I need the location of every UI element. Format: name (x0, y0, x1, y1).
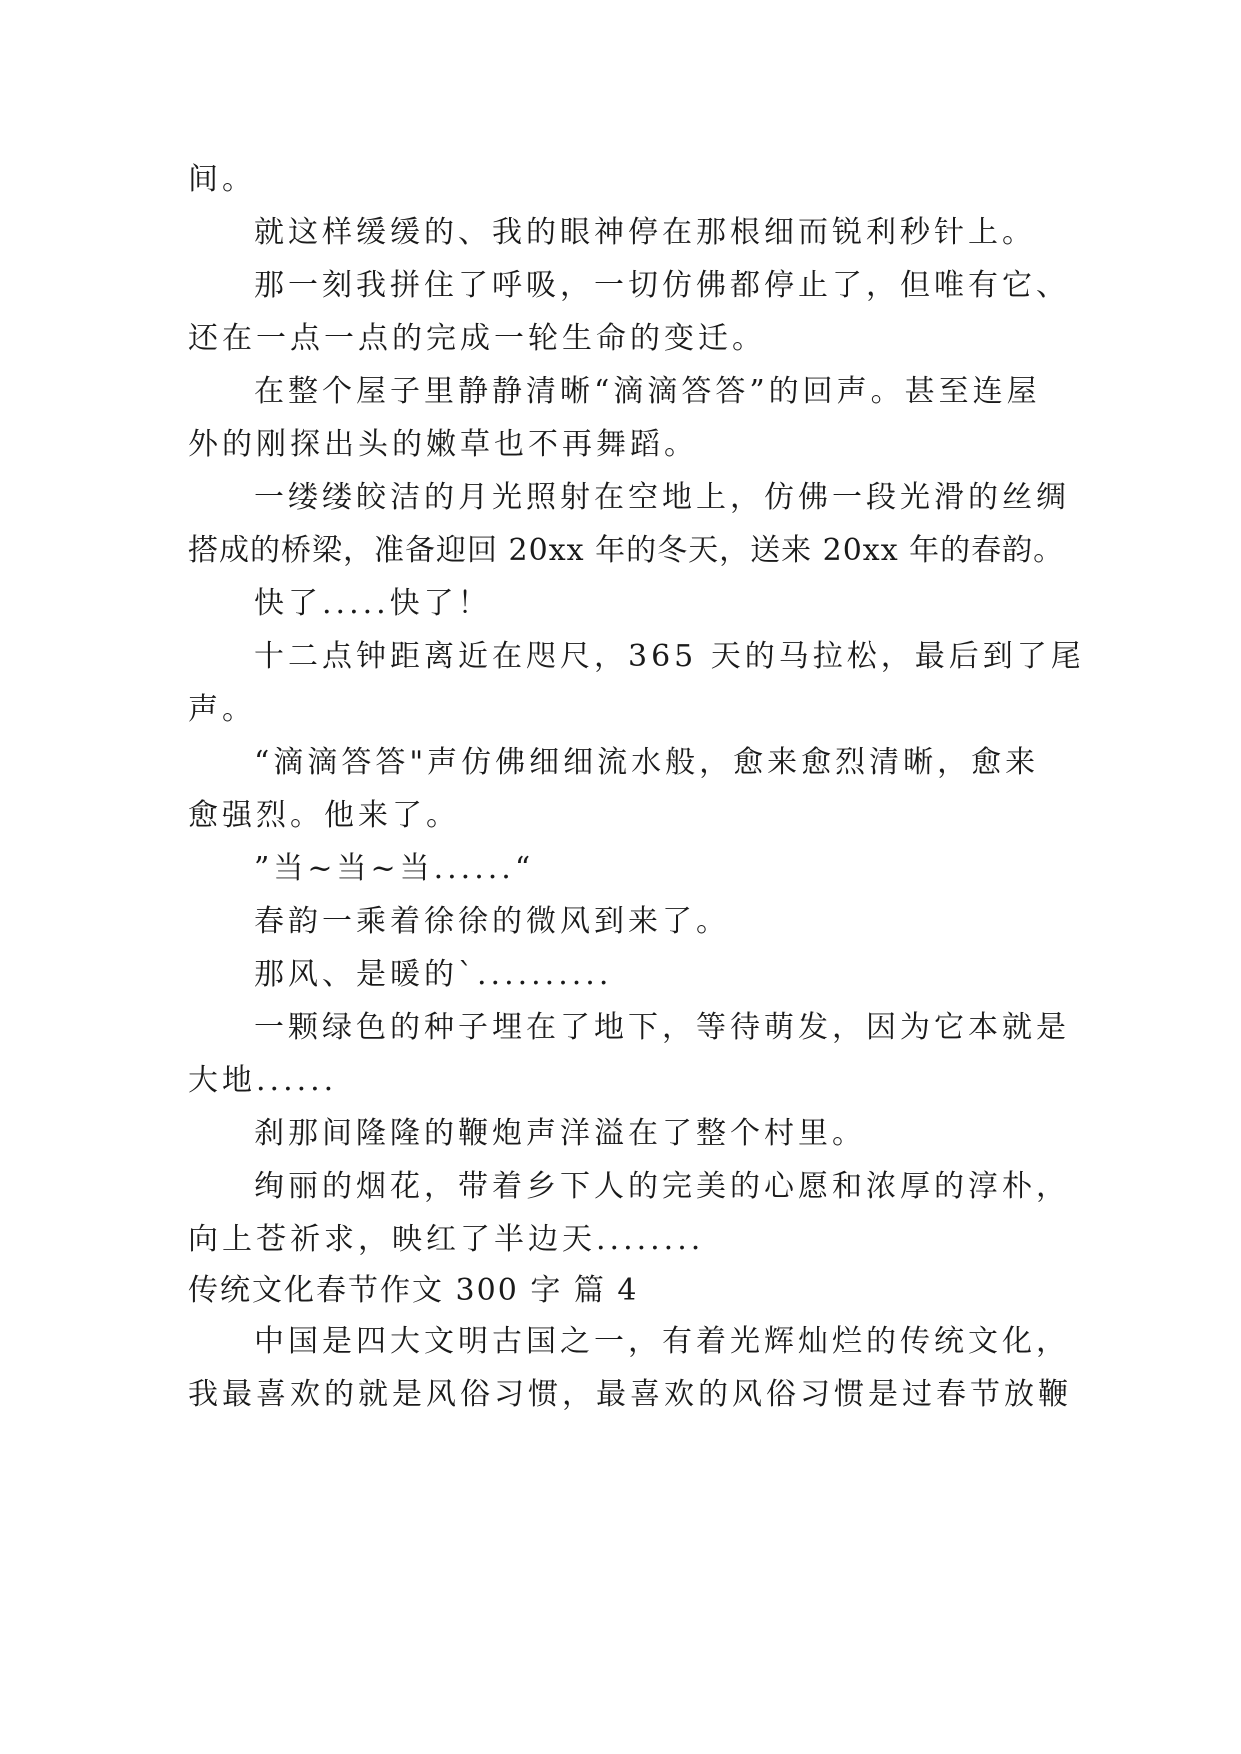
paragraph-line: 大地...... (188, 1063, 338, 1098)
paragraph-line: 绚丽的烟花，带着乡下人的完美的心愿和浓厚的淳朴， (254, 1169, 1070, 1204)
paragraph-line: 愈强烈。他来了。 (188, 798, 460, 833)
paragraph-line: 中国是四大文明古国之一，有着光辉灿烂的传统文化， (254, 1324, 1070, 1359)
paragraph-line: “滴滴答答"声仿佛细细流水般，愈来愈烈清晰，愈来 (254, 745, 1040, 780)
paragraph-line: 向上苍祈求，映红了半边天........ (188, 1222, 705, 1257)
paragraph-line: 一颗绿色的种子埋在了地下，等待萌发，因为它本就是 (254, 1010, 1070, 1045)
paragraph-line: 一缕缕皎洁的月光照射在空地上，仿佛一段光滑的丝绸 (254, 480, 1070, 515)
paragraph-line: 还在一点一点的完成一轮生命的变迁。 (188, 321, 766, 356)
paragraph-line: 快了.....快了！ (254, 586, 492, 621)
paragraph-line: 就这样缓缓的、我的眼神停在那根细而锐利秒针上。 (254, 215, 1036, 250)
paragraph-line: 春韵一乘着徐徐的微风到来了。 (254, 904, 730, 939)
paragraph-line: 刹那间隆隆的鞭炮声洋溢在了整个村里。 (254, 1116, 866, 1151)
paragraph-line: 间。 (188, 162, 256, 197)
paragraph-line: ”当~当~当......“ (254, 851, 535, 886)
paragraph-line: 那风、是暖的`.......... (254, 957, 613, 992)
paragraph-line: 十二点钟距离近在咫尺，365 天的马拉松，最后到了尾 (254, 639, 1085, 674)
paragraph-line: 那一刻我拼住了呼吸，一切仿佛都停止了，但唯有它、 (254, 268, 1070, 303)
section-heading: 传统文化春节作文 300 字 篇 4 (188, 1273, 639, 1308)
paragraph-line: 外的刚探出头的嫩草也不再舞蹈。 (188, 427, 698, 462)
paragraph-line: 我最喜欢的就是风俗习惯，最喜欢的风俗习惯是过春节放鞭 (188, 1377, 1072, 1412)
paragraph-line: 搭成的桥梁，准备迎回 20xx 年的冬天，送来 20xx 年的春韵。 (188, 533, 1065, 568)
paragraph-line: 声。 (188, 692, 256, 727)
paragraph-line: 在整个屋子里静静清晰“滴滴答答”的回声。甚至连屋 (254, 374, 1041, 409)
